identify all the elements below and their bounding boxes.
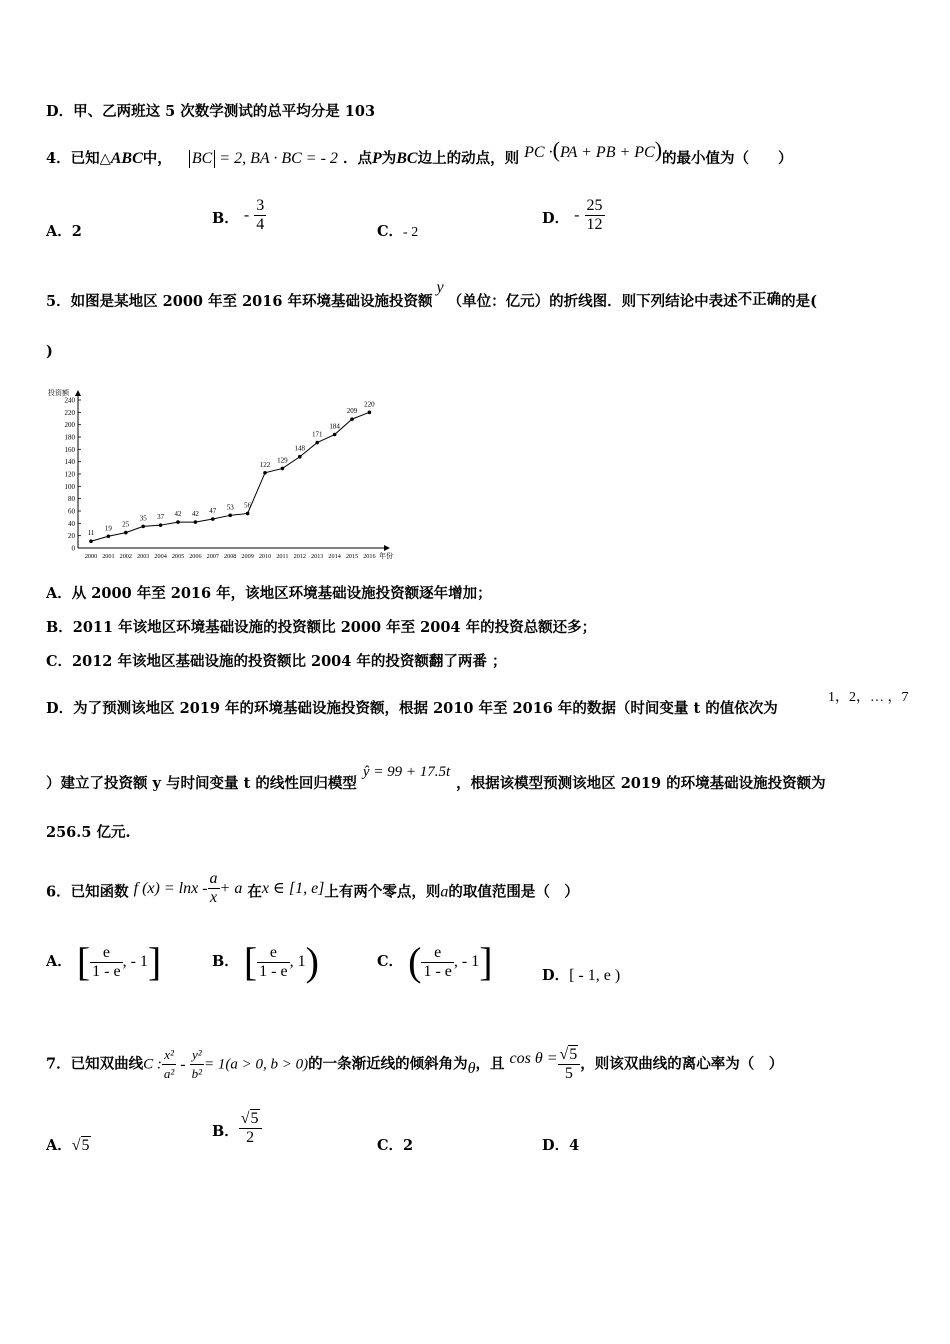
chart-data-point bbox=[176, 520, 180, 524]
q7-stem bbox=[46, 1046, 783, 1083]
q4-option-b bbox=[212, 197, 266, 234]
chart-y-tick-label: 20 bbox=[68, 532, 75, 541]
q7-option-c-label: C． bbox=[377, 1137, 404, 1154]
q7-tail: ，则该双曲线的离心率为（ ） bbox=[580, 1055, 784, 1073]
q4-abs-bc: BC bbox=[189, 150, 215, 168]
chart-data-label: 25 bbox=[122, 520, 130, 529]
chart-x-tick-label: 2003 bbox=[137, 553, 150, 560]
q7-cos: cos θ = bbox=[509, 1049, 558, 1067]
chart-x-tick-label: 2000 bbox=[84, 553, 98, 560]
chart-data-point bbox=[211, 517, 215, 521]
q6-option-b-close: ) bbox=[305, 939, 319, 984]
chart-data-point bbox=[228, 514, 232, 518]
chart-data-label: 53 bbox=[226, 503, 234, 512]
chart-data-point bbox=[350, 417, 354, 421]
q6-option-b-fraction: $\frac{e}{1 - e}$ bbox=[259, 943, 288, 980]
q7-option-b-fraction: $\frac{√5}{2}$ bbox=[239, 1110, 262, 1147]
chart-x-tick-label: 2011 bbox=[276, 553, 289, 560]
chart-y-tick-label: 100 bbox=[64, 482, 75, 491]
chart-y-tick-label: 120 bbox=[64, 470, 75, 479]
q5-stem-part1: 5．如图是某地区 2000 年至 2016 年环境基础设施投资额 bbox=[46, 293, 433, 310]
q7-and: ，且 bbox=[475, 1055, 505, 1073]
q4-condition: = 2, BA · BC = - 2 bbox=[215, 150, 338, 167]
q4-option-c-label: C． bbox=[377, 223, 404, 240]
chart-x-tick-label: 2010 bbox=[258, 553, 272, 560]
chart-data-label: 37 bbox=[157, 513, 165, 522]
q7-option-b bbox=[212, 1110, 262, 1147]
q6-func-fraction: $\frac{a}{x}$ bbox=[209, 870, 218, 906]
q6-func-left: f (x) = lnx - bbox=[133, 879, 208, 897]
q7-cos-fraction: $\frac{√5}{5}$ bbox=[558, 1046, 581, 1083]
chart-y-tick-label: 80 bbox=[68, 495, 75, 504]
chart-y-tick-label: 40 bbox=[68, 519, 75, 528]
q4-option-d-fraction: $\frac{25}{12}$ bbox=[586, 197, 603, 233]
chart-y-tick-label: 200 bbox=[64, 421, 75, 430]
chart-data-label: 209 bbox=[346, 407, 358, 416]
q4-option-b-label: B． bbox=[212, 209, 239, 227]
q6-option-d-label: D． bbox=[542, 967, 570, 984]
q4-point-p: P bbox=[371, 150, 382, 167]
chart-data-label: 148 bbox=[294, 444, 306, 453]
chart-data-point bbox=[89, 539, 93, 543]
chart-data-point bbox=[281, 467, 285, 471]
q7-option-a-sqrt: √5 bbox=[71, 1137, 90, 1154]
q7-rhs: = 1(a > 0, b > 0) bbox=[203, 1056, 309, 1073]
q6-option-a bbox=[46, 939, 162, 984]
q4-moving: 边上的动点，则 bbox=[417, 150, 520, 167]
chart-x-tick-label: 2008 bbox=[224, 553, 237, 560]
q7-theta: θ bbox=[467, 1059, 476, 1077]
q5-option-b: B．2011 年该地区环境基础设施的投资额比 2000 年至 2004 年的投资总额还多； bbox=[46, 619, 597, 636]
chart-x-tick-label: 2007 bbox=[206, 553, 219, 560]
chart-y-tick-label: 160 bbox=[64, 445, 75, 454]
q7-option-a-label: A． bbox=[46, 1137, 72, 1154]
q4-triangle-abc: ABC bbox=[110, 150, 143, 167]
q4-option-b-sign: - bbox=[243, 206, 250, 224]
q6-option-c-fraction: $\frac{e}{1 - e}$ bbox=[423, 943, 452, 980]
chart-x-tick-label: 2005 bbox=[171, 553, 185, 560]
q5-var-y: y bbox=[436, 279, 444, 296]
q3-option-d: D．甲、乙两班这 5 次数学测试的总平均分是 103 bbox=[46, 103, 376, 120]
q6-stem bbox=[46, 870, 579, 911]
chart-series-line bbox=[91, 412, 369, 541]
q6-tail: 的取值范围是（ ） bbox=[448, 883, 579, 901]
chart-x-tick-label: 2014 bbox=[328, 553, 341, 560]
chart-data-point bbox=[333, 433, 337, 437]
q5-option-d-text2: ）建立了投资额 y 与时间变量 t 的线性回归模型 bbox=[46, 775, 357, 792]
q4-option-a bbox=[46, 220, 82, 241]
chart-data-point bbox=[124, 531, 128, 535]
q6-option-c-after: , - 1 bbox=[453, 953, 480, 970]
q5-stem-not-correct: 不正确 bbox=[737, 291, 782, 308]
chart-x-tick-label: 2004 bbox=[154, 553, 167, 560]
q4-option-d-label: D． bbox=[542, 209, 570, 227]
chart-data-point bbox=[315, 441, 319, 445]
q6-option-b bbox=[212, 939, 319, 984]
q5-option-d-line3: 256.5 亿元. bbox=[46, 824, 131, 841]
chart-x-tick-label: 2001 bbox=[102, 553, 115, 560]
q5-option-a: A．从 2000 年至 2016 年，该地区环境基础设施投资额逐年增加； bbox=[46, 585, 492, 602]
chart-data-label: 42 bbox=[174, 510, 182, 519]
chart-y-axis-label: 投资额 bbox=[48, 389, 69, 397]
q6-option-a-close: ] bbox=[147, 939, 162, 984]
q4-option-a-label: A． bbox=[46, 223, 72, 240]
q5-stem-close: ) bbox=[46, 343, 53, 360]
q6-option-a-label: A． bbox=[46, 953, 72, 970]
q6-domain: x ∈ [1, e] bbox=[261, 879, 325, 897]
q6-option-a-open: [ bbox=[76, 939, 91, 984]
chart-x-tick-label: 2009 bbox=[241, 553, 254, 560]
q5-option-d-sequence: 1，2，… ，7 bbox=[828, 690, 909, 705]
chart-data-point bbox=[246, 512, 250, 516]
q4-prefix: 4．已知△ bbox=[46, 150, 111, 167]
q7-y-fraction: $\frac{\text{y²}}{\text{b²}}$ bbox=[191, 1047, 202, 1081]
q5-stem bbox=[46, 279, 817, 312]
q5-stem-part2: （单位：亿元）的折线图．则下列结论中表述 bbox=[447, 293, 738, 310]
q5-option-d-text1: D．为了预测该地区 2019 年的环境基础设施投资额，根据 2010 年至 2016 年的数据（时间变量 t 的值依次为 bbox=[46, 700, 778, 717]
q7-option-c bbox=[377, 1134, 413, 1155]
q7-option-d-value: 4 bbox=[569, 1137, 580, 1154]
chart-data-point bbox=[194, 520, 198, 524]
chart-data-label: 184 bbox=[329, 422, 340, 431]
chart-data-point bbox=[298, 455, 302, 459]
q6-option-b-label: B． bbox=[212, 953, 239, 970]
q6-on: 在 bbox=[247, 883, 262, 901]
q6-option-c-close: ] bbox=[479, 939, 493, 984]
q7-minus: - bbox=[180, 1055, 186, 1073]
q7-option-b-label: B． bbox=[212, 1122, 239, 1140]
chart-data-label: 171 bbox=[311, 430, 323, 439]
chart-data-point bbox=[159, 523, 163, 527]
chart-data-label: 220 bbox=[364, 400, 375, 409]
chart-x-tick-label: 2002 bbox=[119, 553, 132, 560]
chart-data-point bbox=[107, 534, 111, 538]
q4-dot: ．点 bbox=[342, 150, 372, 167]
q4-option-c-value: - 2 bbox=[403, 225, 419, 240]
chart-data-label: 11 bbox=[87, 529, 95, 538]
chart-data-label: 47 bbox=[209, 507, 217, 516]
q4-mid: 中， bbox=[142, 150, 172, 167]
chart-data-label: 56 bbox=[244, 501, 252, 510]
chart-data-point bbox=[263, 471, 267, 475]
q4-expr-sum: PA + PB + PC bbox=[559, 144, 655, 161]
q7-option-d bbox=[542, 1134, 579, 1155]
q5-option-d-text3: ，根据该模型预测该地区 2019 的环境基础设施投资额为 bbox=[456, 775, 826, 792]
chart-y-tick-label: 240 bbox=[64, 396, 75, 405]
q4-stem: 4．已知△ABC中， BC = 2, BA · BC = - 2 ．点P为BC边上的动点，则 PC ·(PA + PB + PC)的最小值为（ ） bbox=[46, 137, 793, 167]
chart-y-tick-label: 60 bbox=[68, 507, 75, 516]
q6-option-c-label: C． bbox=[377, 953, 404, 970]
chart-y-arrow bbox=[75, 390, 81, 396]
chart-x-tick-label: 2013 bbox=[311, 553, 324, 560]
q6-option-c-open: ( bbox=[408, 939, 422, 984]
q4-option-b-fraction: $\frac{3}{4}$ bbox=[256, 197, 265, 233]
q4-option-d-sign: - bbox=[574, 206, 580, 224]
q6-option-a-fraction: $\frac{e}{1 - e}$ bbox=[92, 943, 121, 980]
chart-y-tick-label: 140 bbox=[64, 458, 75, 467]
q6-option-b-after: , 1 bbox=[289, 953, 306, 970]
q5-option-d-line1 bbox=[46, 699, 778, 719]
q6-option-d bbox=[542, 964, 620, 985]
q6-option-a-after: , - 1 bbox=[122, 953, 148, 970]
q5-option-d-line2 bbox=[46, 764, 826, 794]
q6-prefix: 6．已知函数 bbox=[46, 883, 129, 901]
chart-data-point bbox=[141, 525, 145, 529]
chart-x-axis-label: 年份 bbox=[379, 552, 393, 560]
chart-x-tick-label: 2006 bbox=[189, 553, 202, 560]
q4-expr-pc: PC · bbox=[524, 144, 553, 161]
q7-x-fraction: $\frac{\text{x²}}{\text{a²}}$ bbox=[163, 1047, 175, 1081]
chart-data-label: 122 bbox=[259, 460, 271, 469]
chart-x-tick-label: 2016 bbox=[363, 553, 376, 560]
chart-y-tick-label: 180 bbox=[64, 433, 75, 442]
q7-option-a bbox=[46, 1134, 91, 1155]
q7-curve-c: C : bbox=[143, 1056, 162, 1073]
q6-option-b-open: [ bbox=[243, 939, 258, 984]
q4-option-c bbox=[377, 220, 418, 241]
chart-x-arrow bbox=[384, 545, 390, 551]
q5-option-c: C．2012 年该地区基础设施的投资额比 2004 年的投资额翻了两番 ； bbox=[46, 653, 507, 670]
chart-data-point bbox=[368, 411, 372, 415]
q5-stem-part3: 的是( bbox=[781, 293, 817, 310]
q5-option-d-model: ŷ = 99 + 17.5t bbox=[362, 764, 451, 780]
q7-option-c-value: 2 bbox=[403, 1137, 414, 1154]
chart-data-label: 19 bbox=[104, 524, 112, 533]
chart-data-label: 42 bbox=[191, 510, 199, 519]
chart-y-tick-label: 220 bbox=[64, 408, 75, 417]
chart-data-label: 129 bbox=[277, 456, 288, 465]
q7-option-d-label: D． bbox=[542, 1137, 570, 1154]
q6-func-right: + a bbox=[219, 879, 243, 897]
q4-option-a-value: 2 bbox=[71, 223, 82, 240]
q6-param-a: a bbox=[440, 883, 449, 901]
q4-tail: 的最小值为（ ） bbox=[662, 150, 793, 167]
q6-rest: 上有两个零点，则 bbox=[324, 883, 441, 901]
q5-line-chart bbox=[46, 386, 406, 564]
q6-option-c bbox=[377, 939, 493, 984]
q4-edge-bc: BC bbox=[396, 150, 418, 167]
chart-x-tick-label: 2015 bbox=[345, 553, 359, 560]
chart-data-label: 35 bbox=[139, 514, 147, 523]
chart-x-tick-label: 2012 bbox=[293, 553, 306, 560]
q4-on-edge: 为 bbox=[381, 150, 397, 167]
q6-option-d-value: [ - 1, e ) bbox=[569, 967, 621, 984]
q7-prefix: 7．已知双曲线 bbox=[46, 1055, 144, 1073]
q4-option-d bbox=[542, 197, 605, 234]
q7-mid: 的一条渐近线的倾斜角为 bbox=[308, 1055, 468, 1073]
chart-y-tick-label: 0 bbox=[71, 544, 75, 553]
